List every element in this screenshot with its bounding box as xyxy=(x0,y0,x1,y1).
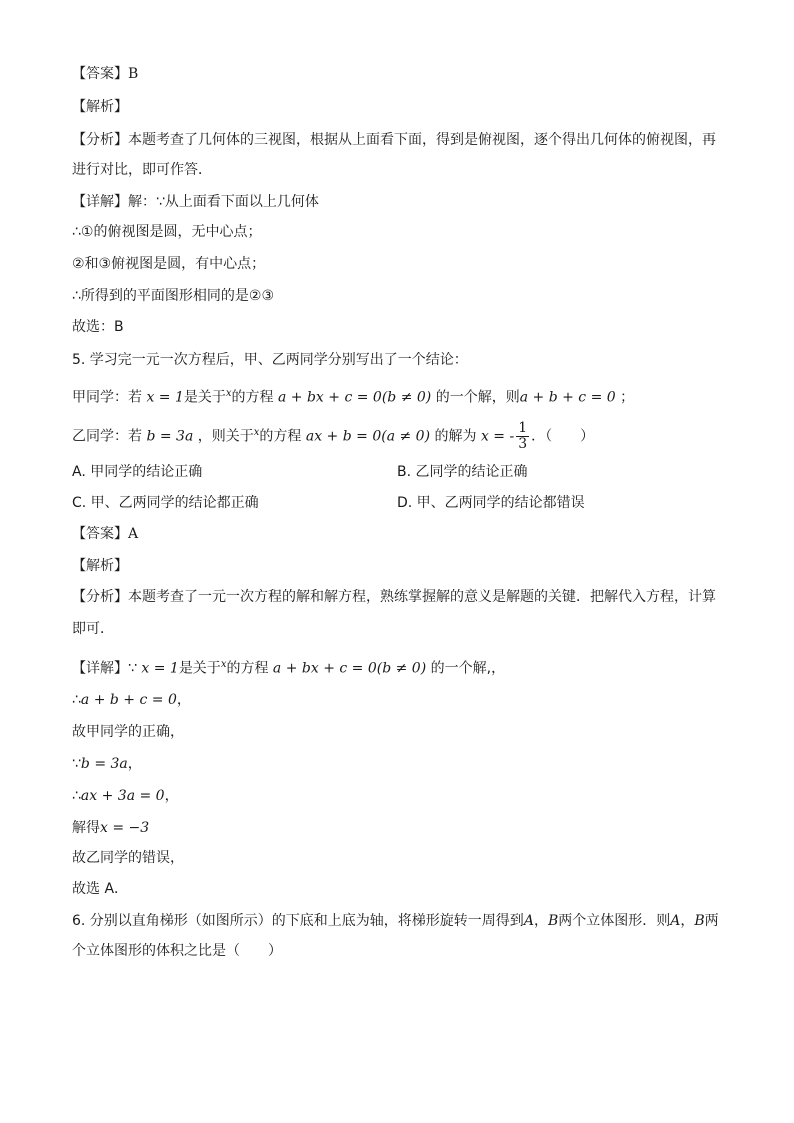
math-var: x xyxy=(220,659,227,670)
q4-choose-line: 故选：B xyxy=(72,319,124,335)
fenxi-tag: 【分析】 xyxy=(72,589,128,605)
math-expr: a + bx + c = 0(b ≠ 0) xyxy=(272,660,427,677)
math-expr: ax + b = 0(a ≠ 0) xyxy=(305,428,431,445)
text: 解得 xyxy=(72,820,100,836)
text: ， xyxy=(176,692,191,708)
text: 的方程 xyxy=(226,660,269,677)
q5-step3 xyxy=(72,754,142,774)
q4-fenxi-line2: 进行对比，即可作答． xyxy=(72,162,212,178)
option-a[interactable]: A. 甲同学的结论正确 xyxy=(72,464,203,480)
because-symbol: ∵ xyxy=(72,756,81,772)
q4-answer-line xyxy=(72,64,138,84)
math-var: B xyxy=(694,913,705,929)
text: ， xyxy=(164,788,179,804)
text: 的一个解,， xyxy=(430,660,506,677)
therefore-symbol: ∴ xyxy=(72,692,81,708)
fraction xyxy=(516,421,529,452)
q5-step4 xyxy=(72,786,179,806)
text: ， xyxy=(127,756,142,772)
q5-fenxi-line2: 即可． xyxy=(72,621,114,637)
text: ．（ ） xyxy=(531,428,595,445)
q4-detail-line3: ②和③俯视图是圆，有中心点； xyxy=(72,256,266,272)
text: 是关于 xyxy=(183,389,226,406)
q5-analysis-heading: 【解析】 xyxy=(72,558,128,574)
answer-tag: 【答案】 xyxy=(72,66,128,82)
text: 两 xyxy=(704,913,719,929)
math-expr: x = 1 xyxy=(141,660,179,677)
text: 的一个解，则 xyxy=(435,389,520,406)
q5-answer-line xyxy=(72,524,138,544)
fraction-denominator: 3 xyxy=(518,436,528,453)
fenxi-tag: 【分析】 xyxy=(72,132,128,148)
text: ∵ xyxy=(128,660,137,677)
option-c[interactable]: C. 甲、乙两同学的结论都正确 xyxy=(72,495,259,511)
detail-tag: 【详解】 xyxy=(72,660,128,677)
answer-value: A xyxy=(128,526,139,542)
fenxi-text: 本题考查了几何体的三视图，根据从上面看下面，得到是俯视图，逐个得出几何体的俯视图，再 xyxy=(128,132,716,148)
text: 甲同学：若 xyxy=(72,389,142,406)
q5-step2: 故甲同学的正确， xyxy=(72,724,184,740)
option-b[interactable]: B. 乙同学的结论正确 xyxy=(397,464,528,480)
math-expr: x = 1 xyxy=(146,389,184,406)
math-var: x xyxy=(225,388,232,399)
detail-text: 解：∵从上面看下面以上几何体 xyxy=(128,194,319,210)
q6-stem-line1 xyxy=(72,911,719,931)
math-var: A xyxy=(523,913,534,929)
q5-step5 xyxy=(72,818,149,838)
text: 乙同学：若 xyxy=(72,428,142,445)
option-d[interactable]: D. 甲、乙两同学的结论都错误 xyxy=(397,495,585,511)
q5-jia-statement xyxy=(72,384,634,408)
math-var: A xyxy=(670,913,681,929)
text: 的解为 xyxy=(434,428,477,445)
text: 6. 分别以直角梯形（如图所示）的下底和上底为轴，将梯形旋转一周得到 xyxy=(72,913,524,929)
math-expr: b = 3a xyxy=(80,756,128,772)
text: ， xyxy=(680,913,695,929)
q4-detail-line4: ∴所得到的平面图形相同的是②③ xyxy=(72,288,275,304)
q4-fenxi-line1 xyxy=(72,130,716,150)
math-expr: a + bx + c = 0(b ≠ 0) xyxy=(277,389,432,406)
text: 的方程 xyxy=(259,428,302,445)
math-expr: ax + 3a = 0 xyxy=(80,788,165,804)
q5-choose-line: 故选 A． xyxy=(72,881,129,897)
math-var: B xyxy=(547,913,559,929)
math-expr: x = −3 xyxy=(100,820,150,836)
q5-yi-statement xyxy=(72,417,594,453)
q6-stem-line2: 个立体图形的体积之比是（ ） xyxy=(72,943,282,959)
answer-value: B xyxy=(128,66,139,82)
fenxi-text: 本题考查了一元一次方程的解和解方程，熟练掌握解的意义是解题的关键．把解代入方程，计算 xyxy=(128,589,716,605)
fraction-numerator: 1 xyxy=(518,420,528,437)
therefore-symbol: ∴ xyxy=(72,788,81,804)
text: ，则关于 xyxy=(197,428,254,445)
text: 的方程 xyxy=(231,389,274,406)
answer-tag: 【答案】 xyxy=(72,526,128,542)
math-var: x xyxy=(253,427,260,438)
q4-detail-line2: ∴①的俯视图是圆，无中心点； xyxy=(72,224,262,240)
math-expr: b = 3a xyxy=(146,428,194,445)
math-expr: a + b + c = 0 xyxy=(519,389,616,406)
q4-detail-line1 xyxy=(72,192,319,212)
detail-tag: 【详解】 xyxy=(72,194,128,210)
q4-analysis-heading: 【解析】 xyxy=(72,99,128,115)
q5-fenxi-line1 xyxy=(72,587,716,607)
q5-detail-line xyxy=(72,655,505,679)
text: ； xyxy=(620,389,635,406)
text: 是关于 xyxy=(178,660,221,677)
math-expr: a + b + c = 0 xyxy=(80,692,177,708)
q5-step6: 故乙同学的错误， xyxy=(72,850,184,866)
q5-step1 xyxy=(72,690,191,710)
text: 两个立体图形．则 xyxy=(558,913,671,929)
q5-stem: 5. 学习完一元一次方程后，甲、乙两同学分别写出了一个结论： xyxy=(72,352,468,368)
text: ， xyxy=(533,913,548,929)
math-expr: x = - xyxy=(480,428,515,445)
